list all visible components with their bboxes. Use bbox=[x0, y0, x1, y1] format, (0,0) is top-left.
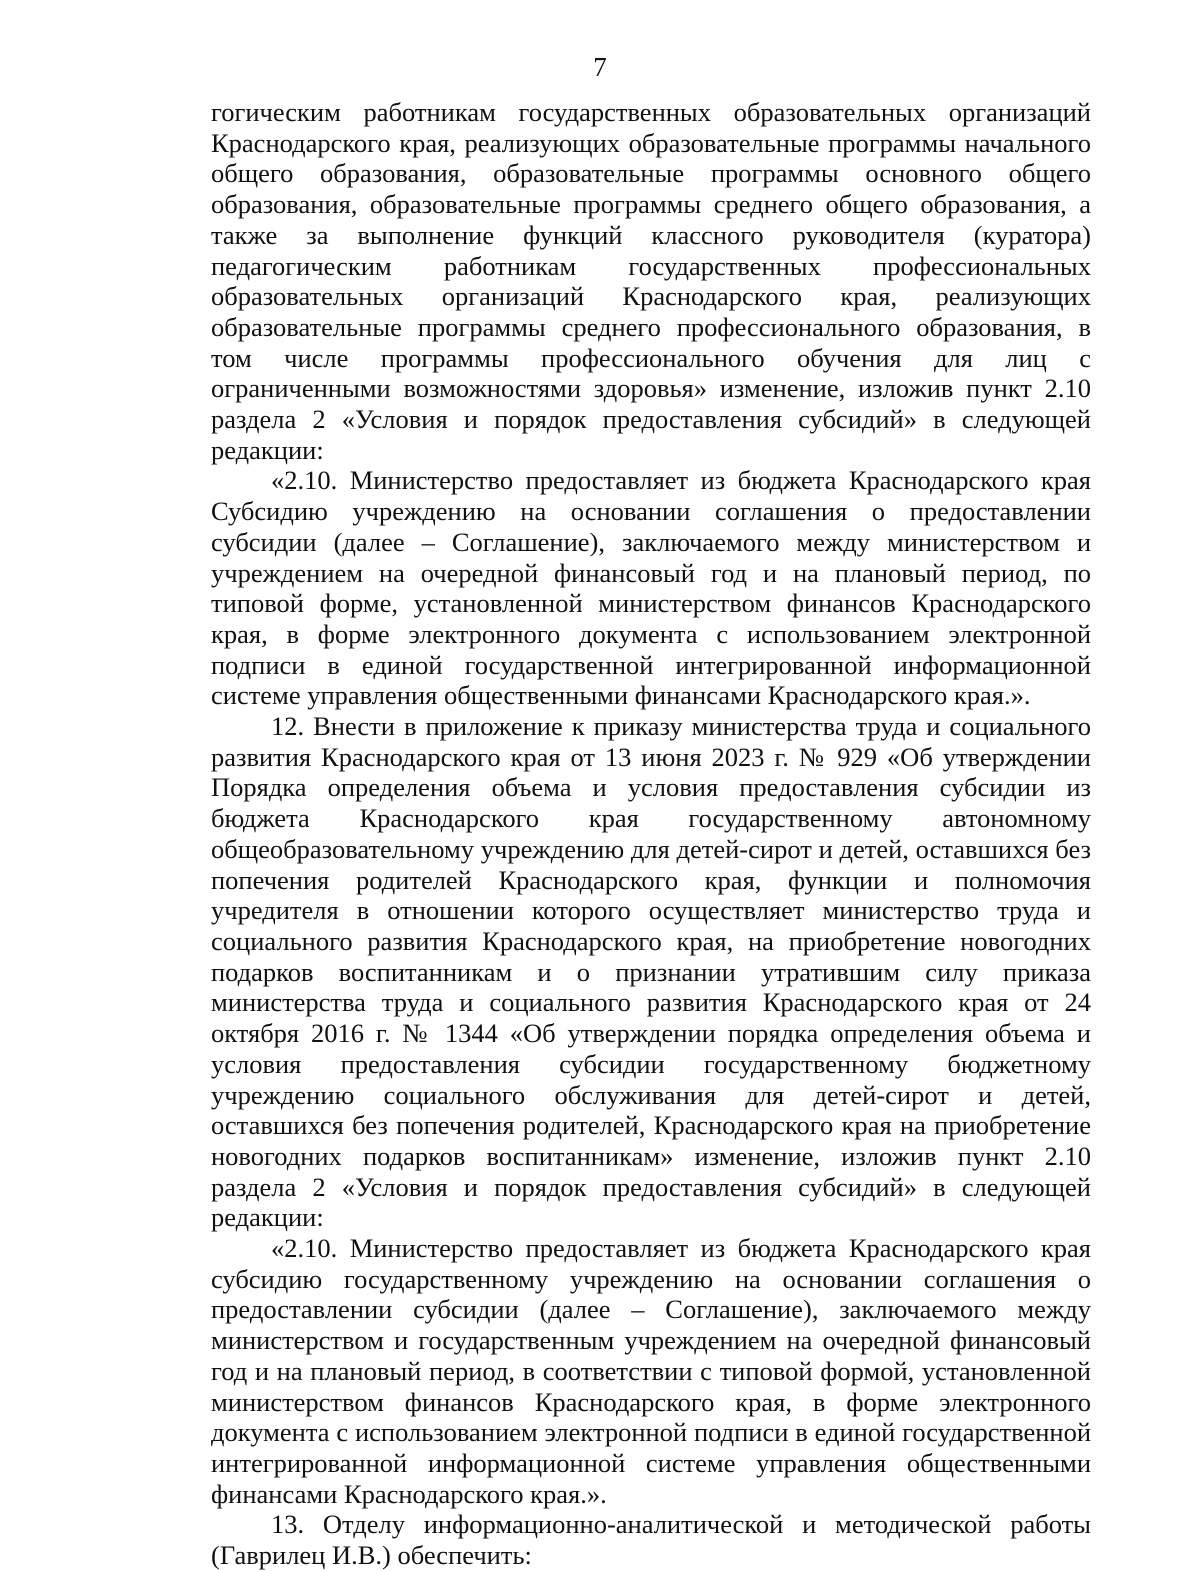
page-number: 7 bbox=[593, 52, 607, 82]
paragraph-quoted-clause-2-10-first: «2.10. Министерство предоставляет из бюджета Краснодарского края Субсидию учреждению на основании соглашения о предоставлении субсидии (далее – Соглашение), заключаемого между министерством и учреждением на очередной финансовый год и на плановый период, по типовой форме, установленной министерством финансов Краснодарского края, в форме электронного документа с использованием электронной подписи в единой государственной интегрированной информационной системе управления общественными финансами Краснодарского края.». bbox=[211, 465, 1091, 711]
document-body bbox=[211, 97, 1091, 1571]
paragraph-item-12: 12. Внести в приложение к приказу министерства труда и социального развития Краснодарского края от 13 июня 2023 г. № 929 «Об утверждении Порядка определения объема и условия предоставления субсидии из бюджета Краснодарского края государственному автономному общеобразовательному учреждению для детей-сирот и детей, оставшихся без попечения родителей Краснодарского края, функции и полномочия учредителя в отношении которого осуществляет министерство труда и социального развития Краснодарского края, на приобретение новогодних подарков воспитанникам и о признании утратившим силу приказа министерства труда и социального развития Краснодарского края от 24 октября 2016 г. № 1344 «Об утверждении порядка определения объема и условия предоставления субсидии государственному бюджетному учреждению социального обслуживания для детей-сирот и детей, оставшихся без попечения родителей, Краснодарского края на приобретение новогодних подарков воспитанникам» изменение, изложив пункт 2.10 раздела 2 «Условия и порядок предоставления субсидий» в следующей редакции: bbox=[211, 711, 1091, 1233]
paragraph-quoted-clause-2-10-second: «2.10. Министерство предоставляет из бюджета Краснодарского края субсидию государственному учреждению на основании соглашения о предоставлении субсидии (далее – Соглашение), заключаемого между министерством и государственным учреждением на очередной финансовый год и на плановый период, в соответствии с типовой формой, установленной министерством финансов Краснодарского края, в форме электронного документа с использованием электронной подписи в единой государственной интегрированной информационной системе управления общественными финансами Краснодарского края.». bbox=[211, 1233, 1091, 1509]
paragraph-continuation: гогическим работникам государственных образовательных организаций Краснодарского края, реализующих образовательные программы начального общего образования, образовательные программы основного общего образования, образовательные программы среднего общего образования, а также за выполнение функций классного руководителя (куратора) педагогическим работникам государственных профессиональных образовательных организаций Краснодарского края, реализующих образовательные программы среднего профессионального образования, в том числе программы профессионального обучения для лиц с ограниченными возможностями здоровья» изменение, изложив пункт 2.10 раздела 2 «Условия и порядок предоставления субсидий» в следующей редакции: bbox=[211, 97, 1091, 465]
paragraph-item-13: 13. Отделу информационно-аналитической и методической работы (Гаврилец И.В.) обеспечить: bbox=[211, 1509, 1091, 1571]
